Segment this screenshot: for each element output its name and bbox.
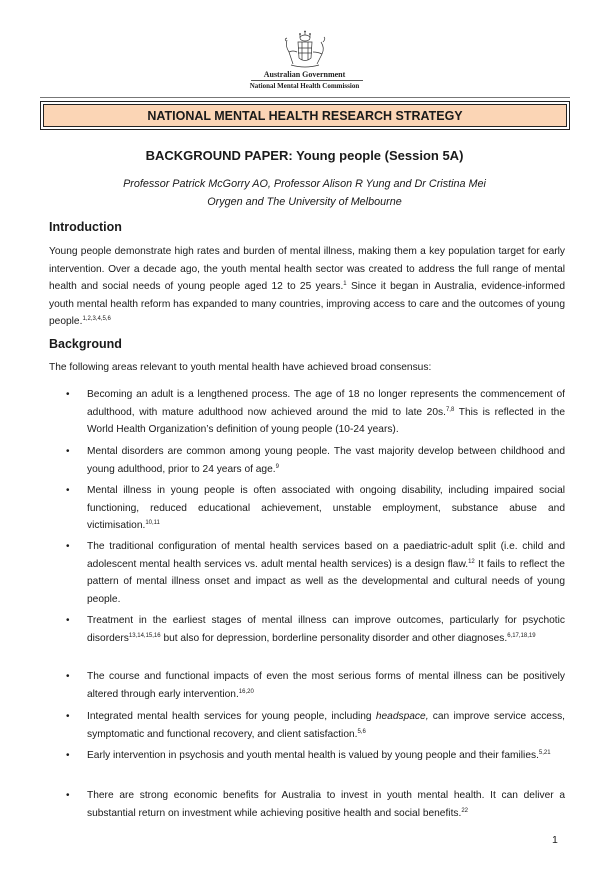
- bullet-icon: •: [66, 389, 70, 400]
- government-name: Australian Government: [263, 70, 346, 79]
- bullet-icon: •: [66, 750, 70, 761]
- list-item: • Treatment in the earliest stages of mental illness can improve outcomes, particularly for psychotic disorders$^{13,14,15,16}$ but also for depression, borderline personality disorder and other diagnoses.$^{6,17,18,19}$: [87, 612, 565, 647]
- strategy-banner-title: NATIONAL MENTAL HEALTH RESEARCH STRATEGY: [43, 104, 567, 127]
- header-divider: [251, 80, 363, 81]
- bullet-icon: •: [66, 615, 70, 626]
- background-heading: Background: [49, 337, 122, 351]
- top-rule: [40, 97, 570, 98]
- bullet-icon: •: [66, 790, 70, 801]
- list-item: • There are strong economic benefits for Australia to invest in youth mental health. It can deliver a substantial return on investment while achieving positive health and social benefits.$^{22}$: [87, 787, 565, 822]
- paper-title: BACKGROUND PAPER: Young people (Session 5A): [145, 148, 464, 163]
- introduction-heading: Introduction: [49, 220, 122, 234]
- bullet-icon: •: [66, 541, 70, 552]
- commission-name: National Mental Health Commission: [249, 82, 360, 90]
- affiliation: Orygen and The University of Melbourne: [207, 196, 402, 208]
- authors: Professor Patrick McGorry AO, Professor Alison R Yung and Dr Cristina Mei: [123, 178, 486, 190]
- bullet-icon: •: [66, 711, 70, 722]
- strategy-banner: [40, 101, 570, 130]
- bullet-icon: •: [66, 446, 70, 457]
- bullet-icon: •: [66, 485, 70, 496]
- coat-of-arms-logo: [281, 30, 329, 70]
- list-item: • Becoming an adult is a lengthened process. The age of 18 no longer represents the commencement of adulthood, with mature adulthood now achieved around the mid to late 20s.$^{7,8}$ This is reflected in the World Health Organization’s definition of young people (10-24 years).: [87, 386, 565, 439]
- bullet-icon: •: [66, 671, 70, 682]
- list-item: • The traditional configuration of mental health services based on a paediatric-adult split (i.e. child and adolescent mental health services vs. adult mental health services) is a design flaw.$^{12}$ It fails to reflect the pattern of mental illness onset and impact as well as the developmental and cultural needs of young people.: [87, 538, 565, 608]
- introduction-paragraph: Young people demonstrate high rates and burden of mental illness, making them a key population target for early intervention. Over a decade ago, the youth mental health sector was created to address the full range of mental health and social needs of young people aged 12 to 25 years.$^1$ Since it began in Australia, evidence-informed youth mental health reform has expanded to many countries, improving access to care and the outcomes of young people.$^{1,2,3,4,5,6}$: [49, 246, 565, 327]
- list-item: • Mental illness in young people is often associated with ongoing disability, including impaired social functioning, reduced educational achievement, unstable employment, substance abuse and victimisation.$^{10,11}$: [87, 482, 565, 535]
- background-lead: The following areas relevant to youth mental health have achieved broad consensus:: [49, 362, 432, 373]
- list-item: • Mental disorders are common among young people. The vast majority develop between childhood and young adulthood, prior to 24 years of age.$^9$: [87, 443, 565, 478]
- page-number: 1: [552, 834, 558, 846]
- list-item: • Early intervention in psychosis and youth mental health is valued by young people and their families.$^{5,21}$: [87, 747, 565, 765]
- list-item: • The course and functional impacts of even the most serious forms of mental illness can be positively altered through early intervention.$^{16,20}$: [87, 668, 565, 703]
- list-item: • Integrated mental health services for young people, including headspace, can improve service access, symptomatic and functional recovery, and client satisfaction.$^{5,6}$: [87, 708, 565, 743]
